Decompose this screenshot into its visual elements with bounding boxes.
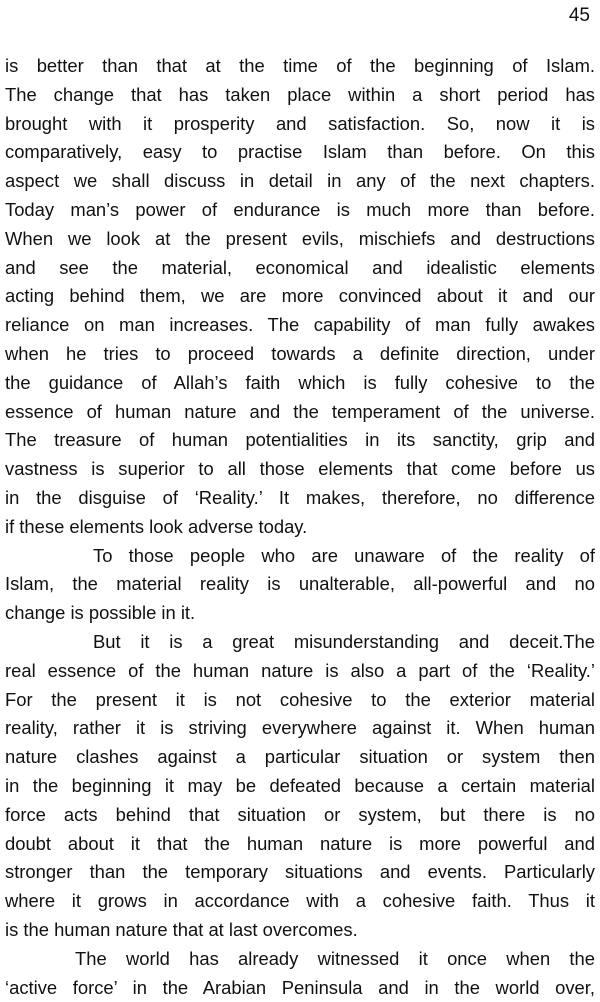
- text-line: The treasure of human potentialities in its sanctity, grip and: [5, 426, 595, 455]
- text-line: acting behind them, we are more convinced about it and our: [5, 282, 595, 311]
- body-text: [5, 52, 595, 1002]
- text-line: brought with it prosperity and satisfaction. So, now it is: [5, 110, 595, 139]
- text-line: To those people who are unaware of the reality of: [5, 542, 595, 571]
- text-line: Islam, the material reality is unalterable, all-powerful and no: [5, 570, 595, 599]
- text-line: comparatively, easy to practise Islam than before. On this: [5, 138, 595, 167]
- text-line: is the human nature that at last overcomes.: [5, 916, 595, 945]
- paragraph-3: [5, 628, 595, 945]
- text-line: doubt about it that the human nature is more powerful and: [5, 830, 595, 859]
- text-line: When we look at the present evils, mischiefs and destructions: [5, 225, 595, 254]
- text-line: vastness is superior to all those elements that come before us: [5, 455, 595, 484]
- text-line: is better than that at the time of the beginning of Islam.: [5, 52, 595, 81]
- text-line: The world has already witnessed it once when the: [5, 945, 595, 974]
- text-line: and see the material, economical and idealistic elements: [5, 254, 595, 283]
- text-line: force acts behind that situation or system, but there is no: [5, 801, 595, 830]
- text-line: in the beginning it may be defeated because a certain material: [5, 772, 595, 801]
- text-line: The change that has taken place within a short period has: [5, 81, 595, 110]
- text-line: change is possible in it.: [5, 599, 595, 628]
- paragraph-4: [5, 945, 595, 1002]
- text-line: reliance on man increases. The capability of man fully awakes: [5, 311, 595, 340]
- text-line: ‘active force’ in the Arabian Peninsula and in the world over,: [5, 974, 595, 1002]
- text-line: Today man’s power of endurance is much more than before.: [5, 196, 595, 225]
- text-line: But it is a great misunderstanding and deceit.The: [5, 628, 595, 657]
- paragraph-1: [5, 52, 595, 542]
- text-line: nature clashes against a particular situation or system then: [5, 743, 595, 772]
- page-number: 45: [569, 4, 590, 28]
- text-line: stronger than the temporary situations and events. Particularly: [5, 858, 595, 887]
- text-line: real essence of the human nature is also a part of the ‘Reality.’: [5, 657, 595, 686]
- paragraph-2: [5, 542, 595, 628]
- text-line: the guidance of Allah’s faith which is fully cohesive to the: [5, 369, 595, 398]
- text-line: when he tries to proceed towards a definite direction, under: [5, 340, 595, 369]
- text-line: if these elements look adverse today.: [5, 513, 595, 542]
- text-line: where it grows in accordance with a cohesive faith. Thus it: [5, 887, 595, 916]
- text-line: For the present it is not cohesive to the exterior material: [5, 686, 595, 715]
- text-line: aspect we shall discuss in detail in any of the next chapters.: [5, 167, 595, 196]
- text-line: in the disguise of ‘Reality.’ It makes, therefore, no difference: [5, 484, 595, 513]
- text-line: reality, rather it is striving everywhere against it. When human: [5, 714, 595, 743]
- text-line: essence of human nature and the temperament of the universe.: [5, 398, 595, 427]
